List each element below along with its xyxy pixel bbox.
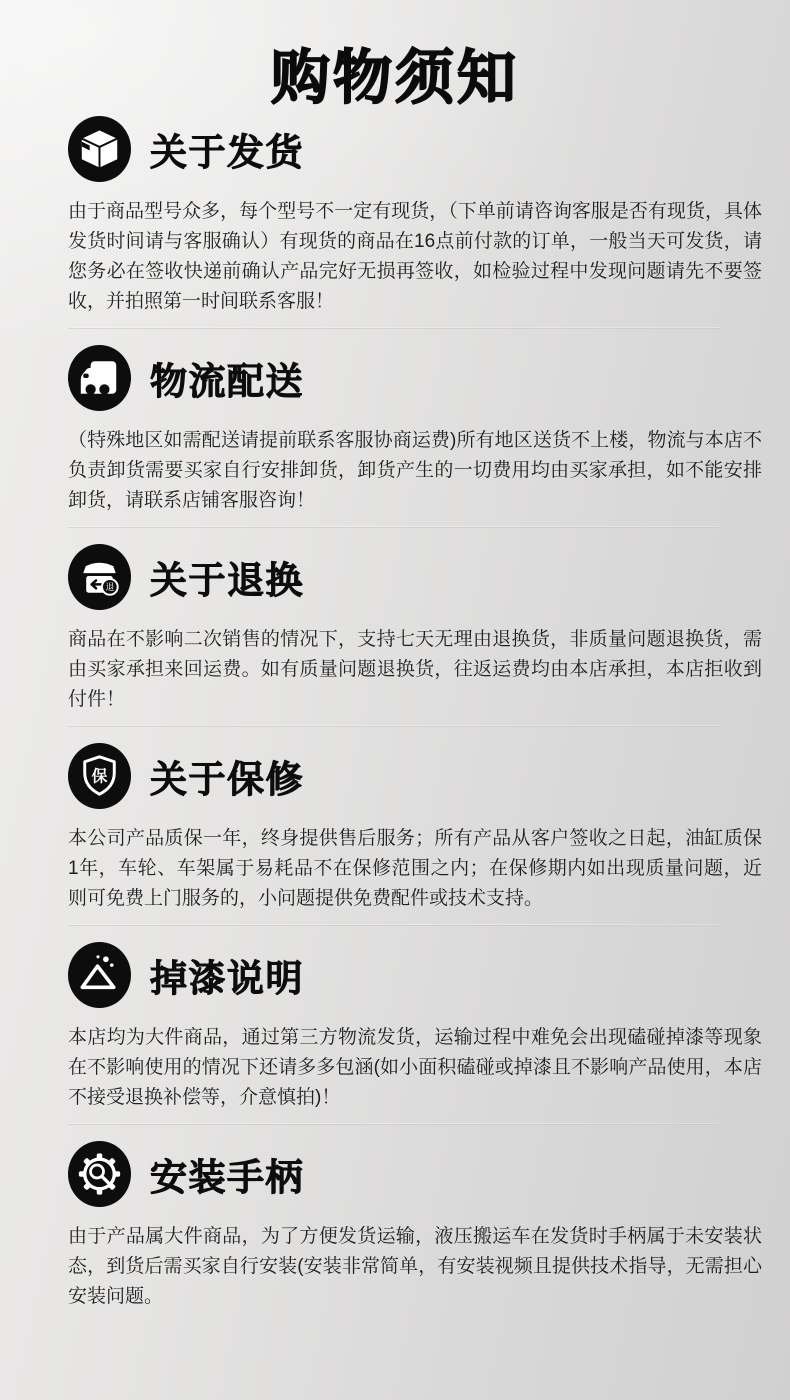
section-body: 本店均为大件商品，通过第三方物流发货，运输过程中难免会出现磕碰掉漆等现象在不影响使用的情况下还请多多包涵(如小面积磕碰或掉漆且不影响产品使用，本店不接受退换补偿等，介意慎拍)！ xyxy=(68,1027,762,1108)
section-title: 关于发货 xyxy=(150,132,304,173)
warranty-shield-icon xyxy=(68,743,131,809)
divider xyxy=(68,726,720,727)
section-shipping xyxy=(68,116,762,329)
section-body: 由于产品属大件商品，为了方便发货运输，液压搬运车在发货时手柄属于未安装状态，到货后需买家自行安装(安装非常简单，有安装视频且提供技术指导，无需担心安装问题。 xyxy=(68,1226,762,1307)
package-icon xyxy=(68,116,131,182)
gear-magnifier-icon xyxy=(68,1141,131,1207)
divider xyxy=(68,328,720,329)
section-returns-header xyxy=(68,544,762,610)
section-handle-install xyxy=(68,1141,762,1312)
section-paint xyxy=(68,942,762,1125)
section-logistics xyxy=(68,345,762,528)
sections-list xyxy=(0,116,790,1312)
section-body: 由于商品型号众多，每个型号不一定有现货，（下单前请咨询客服是否有现货，具体发货时间请与客服确认）有现货的商品在16点前付款的订单，一般当天可发货，请您务必在签收快递前确认产品完好无损再签收，如检验过程中发现问题请先不要签收，并拍照第一时间联系客服！ xyxy=(68,201,762,312)
section-title: 关于保修 xyxy=(150,759,304,800)
section-title: 安装手柄 xyxy=(150,1157,304,1198)
section-paint-header xyxy=(68,942,762,1008)
section-body: （特殊地区如需配送请提前联系客服协商运费)所有地区送货不上楼，物流与本店不负责卸货需要买家自行安排卸货，卸货产生的一切费用均由买家承担，如不能安排卸货，请联系店铺客服咨询！ xyxy=(68,430,762,511)
section-warranty xyxy=(68,743,762,926)
section-logistics-header xyxy=(68,345,762,411)
section-body: 本公司产品质保一年，终身提供售后服务；所有产品从客户签收之日起，油缸质保1年，车轮、车架属于易耗品不在保修范围之内；在保修期内如出现质量问题，近则可免费上门服务的，小问题提供免费配件或技术支持。 xyxy=(68,828,762,909)
section-shipping-header xyxy=(68,116,762,182)
paint-chip-icon xyxy=(68,942,131,1008)
section-title: 掉漆说明 xyxy=(150,958,304,999)
svg-text:保: 保 xyxy=(91,768,108,786)
return-box-icon xyxy=(68,544,131,610)
section-returns xyxy=(68,544,762,727)
section-title: 关于退换 xyxy=(150,560,304,601)
truck-icon xyxy=(68,345,131,411)
divider xyxy=(68,925,720,926)
svg-text:退: 退 xyxy=(105,581,115,592)
divider xyxy=(68,1124,720,1125)
page-title: 购物须知 xyxy=(270,45,519,111)
section-warranty-header xyxy=(68,743,762,809)
section-body: 商品在不影响二次销售的情况下，支持七天无理由退换货，非质量问题退换货，需由买家承担来回运费。如有质量问题退换货，往返运费均由本店承担，本店拒收到付件！ xyxy=(68,629,762,710)
section-handle-install-header xyxy=(68,1141,762,1207)
divider xyxy=(68,527,720,528)
section-title: 物流配送 xyxy=(150,361,304,402)
